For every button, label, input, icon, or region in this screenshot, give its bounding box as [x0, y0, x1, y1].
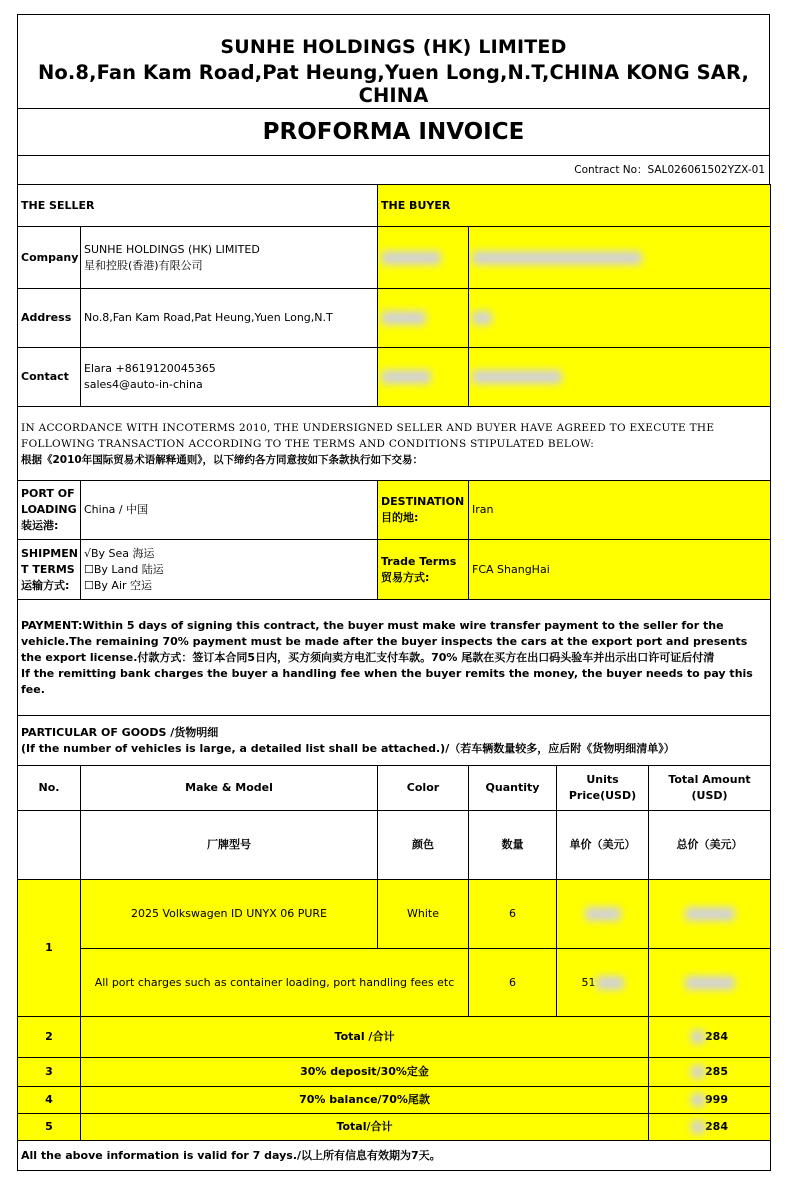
item-color: White [378, 880, 469, 949]
seller-company-cell [81, 227, 378, 289]
summary-amount-partial: 284 [705, 1030, 728, 1043]
agreement-cell [18, 407, 771, 481]
col-make-model-cn: 厂牌型号 [81, 811, 378, 880]
fee-text: If the remitting bank charges the buyer a handling fee when the buyer remits the money, the buyer needs to pay this fee. [21, 666, 753, 696]
item-unit-price-redacted [557, 880, 649, 949]
summary-amount-cell [649, 1058, 771, 1087]
seller-company-name: SUNHE HOLDINGS (HK) LIMITED [84, 242, 260, 256]
buyer-company-value-redacted [469, 227, 771, 289]
summary-no: 5 [18, 1114, 81, 1141]
goods-note: (If the number of vehicles is large, a detailed list shall be attached.)/（若车辆数量较多，应后附《货物明细清单》） [21, 741, 675, 755]
seller-contact-email: sales4@auto-in-china [84, 378, 203, 391]
summary-amount-cell [649, 1017, 771, 1058]
item-charges-total-redacted [649, 949, 771, 1017]
summary-row [18, 1087, 771, 1114]
buyer-section-label: THE BUYER [378, 185, 771, 227]
validity-note: All the above information is valid for 7 days./以上所有信息有效期为7天。 [18, 1141, 771, 1171]
port-label-cell [18, 481, 81, 540]
doc-title: PROFORMA INVOICE [262, 119, 525, 145]
col-make-model: Make & Model [81, 766, 378, 811]
summary-amount-cell [649, 1114, 771, 1141]
table-row [18, 880, 771, 949]
summary-row [18, 1017, 771, 1058]
seller-company-name-cn: 星和控股(香港)有限公司 [84, 258, 203, 272]
invoice-page [17, 14, 770, 1169]
port-value: China / 中国 [81, 481, 378, 540]
summary-label: 30% deposit/30%定金 [81, 1058, 649, 1087]
buyer-address-label-redacted [378, 289, 469, 348]
shipment-terms-label-cn: 运输方式: [21, 578, 70, 592]
agreement-text-cn: 根据《2010年国际贸易术语解释通则》，以下缔约各方同意按如下条款执行如下交易： [21, 453, 423, 466]
item-charges-quantity: 6 [469, 949, 557, 1017]
address-label: Address [18, 289, 81, 348]
invoice-table [17, 184, 771, 1171]
summary-amount-partial: 999 [705, 1093, 728, 1106]
shipment-terms-label: SHIPMENT TERMS [21, 546, 78, 576]
summary-no: 4 [18, 1087, 81, 1114]
item-model: 2025 Volkswagen ID UNYX 06 PURE [81, 880, 378, 949]
trade-terms-label-cell [378, 540, 469, 600]
port-label-cn: 装运港: [21, 519, 59, 532]
item-charges-desc: All port charges such as container loading, port handling fees etc [81, 949, 469, 1017]
title-box [17, 108, 770, 156]
summary-amount-cell [649, 1087, 771, 1114]
company-name: SUNHE HOLDINGS (HK) LIMITED [220, 36, 567, 58]
table-row [18, 949, 771, 1017]
seller-address: No.8,Fan Kam Road,Pat Heung,Yuen Long,N.T [81, 289, 378, 348]
shipment-terms-label-cell [18, 540, 81, 600]
summary-label: 70% balance/70%尾款 [81, 1087, 649, 1114]
agreement-text-en: IN ACCORDANCE WITH INCOTERMS 2010, THE UNDERSIGNED SELLER AND BUYER HAVE AGREED TO EXECUTE THE FOLLOWING TRANSACTION ACCORDING TO THE TERMS AND CONDITIONS STIPULATED BELOW: [21, 421, 715, 450]
buyer-contact-value-redacted [469, 348, 771, 407]
summary-amount-partial: 284 [705, 1120, 728, 1133]
seller-section-label: THE SELLER [18, 185, 378, 227]
destination-label: DESTINATION [381, 495, 465, 508]
trade-terms-label-cn: 贸易方式: [381, 570, 430, 584]
destination-label-cell [378, 481, 469, 540]
col-unit-price: Units Price(USD) [557, 766, 649, 811]
trade-terms-label: Trade Terms [381, 554, 457, 568]
goods-title: PARTICULAR OF GOODS /货物明细 [21, 725, 219, 739]
summary-no: 3 [18, 1058, 81, 1087]
col-total-amount-cn: 总价（美元） [649, 811, 771, 880]
row-number: 1 [18, 880, 81, 1017]
summary-no: 2 [18, 1017, 81, 1058]
col-unit-price-cn: 单价（美元） [557, 811, 649, 880]
contract-number: Contract No：SAL026061502YZX-01 [17, 156, 770, 184]
item-charges-price-partial: 51 [581, 975, 596, 989]
payment-cell [18, 600, 771, 716]
col-total-amount: Total Amount (USD) [649, 766, 771, 811]
company-label: Company [18, 227, 81, 289]
item-quantity: 6 [469, 880, 557, 949]
buyer-contact-label-redacted [378, 348, 469, 407]
buyer-company-label-redacted [378, 227, 469, 289]
summary-label: Total /合计 [81, 1017, 649, 1058]
col-quantity: Quantity [469, 766, 557, 811]
payment-text: PAYMENT:Within 5 days of signing this contract, the buyer must make wire transfer payment to the seller for the vehicle.The remaining 70% payment must be made after the buyer inspects the cars at the export port and presents the export license.付款方式：签订本合同5日内，买方须向卖方电汇支付车款。70% 尾款在买方在出口码头验车并出示出口许可证后付清 [21, 618, 748, 664]
col-no-cn-blank [18, 811, 81, 880]
col-color: Color [378, 766, 469, 811]
shipment-options-cell [81, 540, 378, 600]
contact-label: Contact [18, 348, 81, 407]
company-header [17, 14, 770, 109]
port-label: PORT OF LOADING [21, 487, 77, 516]
destination-value: Iran [469, 481, 771, 540]
option-land: ☐By Land 陆运 [84, 562, 164, 576]
buyer-address-value-redacted [469, 289, 771, 348]
seller-contact-phone: Elara +8619120045365 [84, 362, 216, 375]
col-color-cn: 颜色 [378, 811, 469, 880]
col-no: No. [18, 766, 81, 811]
goods-heading-cell [18, 716, 771, 766]
trade-terms-value: FCA ShangHai [469, 540, 771, 600]
option-air: ☐By Air 空运 [84, 578, 153, 592]
option-sea: √By Sea 海运 [84, 546, 155, 560]
col-quantity-cn: 数量 [469, 811, 557, 880]
item-total-redacted [649, 880, 771, 949]
summary-amount-partial: 285 [705, 1065, 728, 1078]
summary-row [18, 1114, 771, 1141]
summary-row [18, 1058, 771, 1087]
seller-contact-cell [81, 348, 378, 407]
company-address: No.8,Fan Kam Road,Pat Heung,Yuen Long,N.T,CHINA KONG SAR, CHINA [38, 61, 749, 107]
item-charges-price-cell [557, 949, 649, 1017]
summary-label: Total/合计 [81, 1114, 649, 1141]
destination-label-cn: 目的地: [381, 511, 419, 524]
